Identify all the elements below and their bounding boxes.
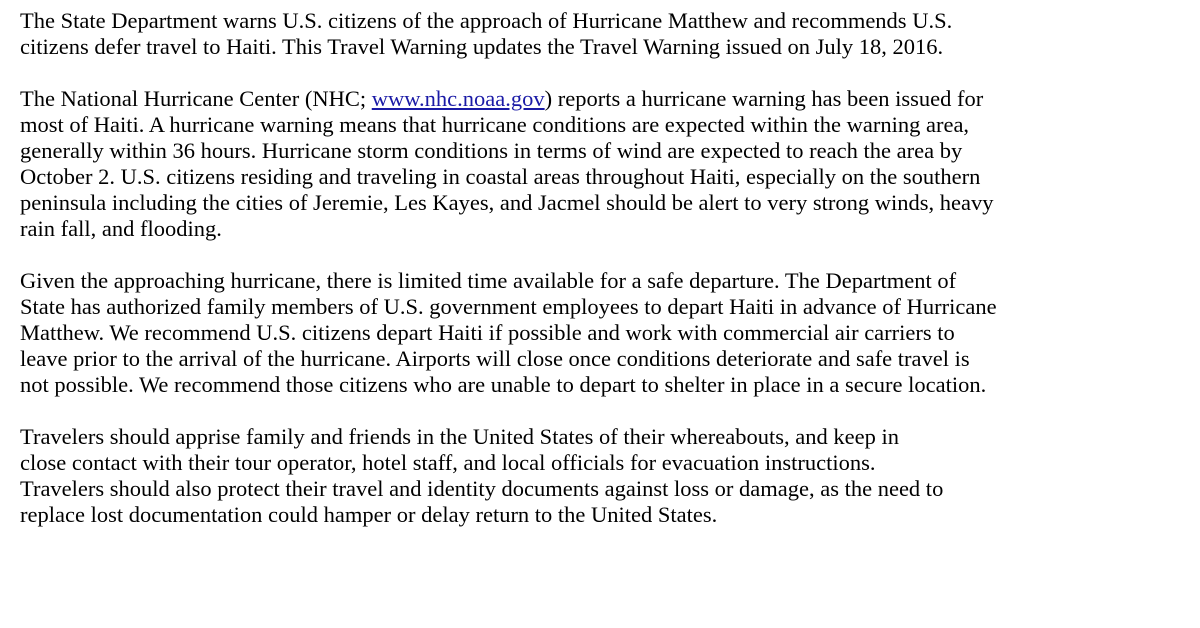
text-line: most of Haiti. A hurricane warning means that hurricane conditions are expected within the warning area, [20, 112, 970, 137]
text-line: leave prior to the arrival of the hurricane. Airports will close once conditions deteriorate and safe travel is [20, 346, 970, 371]
text-line: Given the approaching hurricane, there is limited time available for a safe departure. The Department of [20, 268, 957, 293]
text-line: citizens defer travel to Haiti. This Travel Warning updates the Travel Warning issued on July 18, 2016. [20, 34, 944, 59]
text-line: October 2. U.S. citizens residing and traveling in coastal areas throughout Haiti, especially on the southern [20, 164, 981, 189]
text-line: not possible. We recommend those citizens who are unable to depart to shelter in place in a secure location. [20, 372, 987, 397]
text-line: peninsula including the cities of Jeremie, Les Kayes, and Jacmel should be alert to very strong winds, heavy [20, 190, 994, 215]
text-line: State has authorized family members of U.S. government employees to depart Haiti in advance of Hurricane [20, 294, 997, 319]
text-line: generally within 36 hours. Hurricane storm conditions in terms of wind are expected to reach the area by [20, 138, 963, 163]
paragraph-traveler-guidance [20, 424, 1195, 528]
text-line: close contact with their tour operator, hotel staff, and local officials for evacuation instructions. [20, 450, 876, 475]
text-before-link: The National Hurricane Center (NHC; [20, 86, 372, 111]
paragraph-departure-advice [20, 268, 1195, 398]
paragraph-nhc-report [20, 86, 1195, 242]
text-line: Travelers should apprise family and friends in the United States of their whereabouts, and keep in [20, 424, 899, 449]
text-line-with-link [20, 86, 1195, 112]
paragraph-hurricane-approach [20, 8, 1195, 60]
text-line: Matthew. We recommend U.S. citizens depart Haiti if possible and work with commercial air carriers to [20, 320, 955, 345]
travel-warning-document [20, 8, 1195, 554]
nhc-website-link[interactable]: www.nhc.noaa.gov [371, 86, 545, 111]
text-line: replace lost documentation could hamper or delay return to the United States. [20, 502, 718, 527]
text-line: The State Department warns U.S. citizens of the approach of Hurricane Matthew and recommends U.S. [20, 8, 953, 33]
text-line: rain fall, and flooding. [20, 216, 222, 241]
text-after-link: ) reports a hurricane warning has been issued for [544, 86, 984, 111]
text-line: Travelers should also protect their travel and identity documents against loss or damage, as the need to [20, 476, 944, 501]
